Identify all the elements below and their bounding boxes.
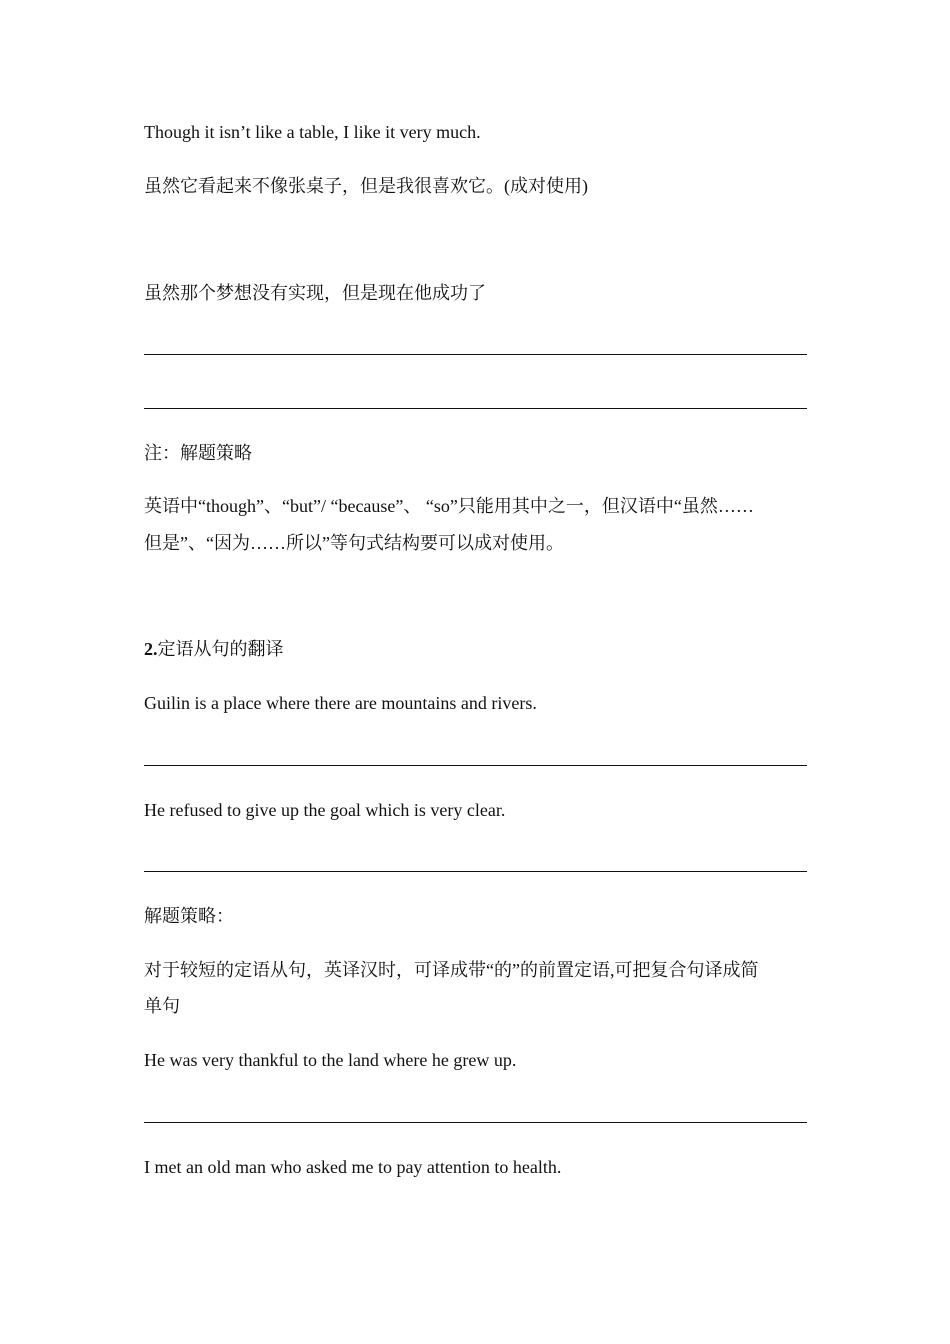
answer-line <box>144 871 807 872</box>
zh-example-1: 虽然它看起来不像张桌子，但是我很喜欢它。(成对使用) <box>144 176 588 196</box>
strategy-line-1: 对于较短的定语从句，英译汉时，可译成带“的”的前置定语,可把复合句译成简 <box>144 960 759 980</box>
question-2: He refused to give up the goal which is very clear. <box>144 800 506 820</box>
answer-line <box>144 765 807 766</box>
question-3: He was very thankful to the land where he grew up. <box>144 1050 517 1070</box>
strategy-line-2: 单句 <box>144 996 180 1016</box>
answer-line <box>144 354 807 355</box>
answer-line <box>144 408 807 409</box>
answer-line <box>144 1122 807 1123</box>
strategy-title: 解题策略： <box>144 906 234 926</box>
section-2-title: 定语从句的翻译 <box>157 639 284 659</box>
zh-exercise-1: 虽然那个梦想没有实现，但是现在他成功了 <box>144 283 486 303</box>
question-4: I met an old man who asked me to pay attention to health. <box>144 1157 562 1177</box>
note-line-2: 但是”、“因为……所以”等句式结构要可以成对使用。 <box>144 533 564 553</box>
question-1: Guilin is a place where there are mountains and rivers. <box>144 693 537 713</box>
en-example-1: Though it isn’t like a table, I like it very much. <box>144 122 481 142</box>
note-title: 注：解题策略 <box>144 443 252 463</box>
section-2-number: 2. <box>144 639 158 659</box>
note-line-1: 英语中“though”、“but”/ “because”、 “so”只能用其中之一，但汉语中“虽然…… <box>144 496 754 516</box>
section-2-heading <box>144 637 284 661</box>
